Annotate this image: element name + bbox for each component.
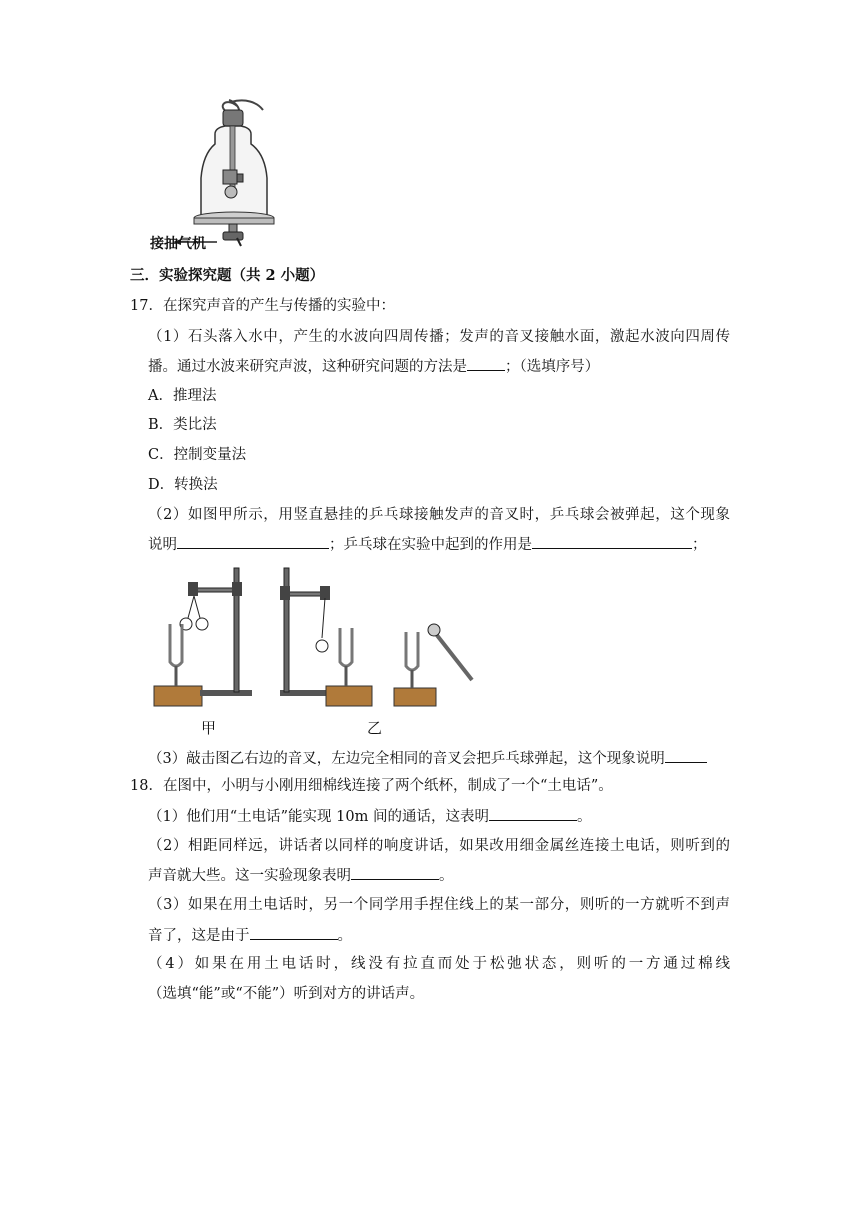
- q18-p1-line: [148, 806, 591, 827]
- q17-p3-text: （3）敲击图乙右边的音叉，左边完全相同的音叉会把乒乓球弹起，这个现象说明: [148, 751, 665, 767]
- q18-p3-line2: [148, 925, 352, 946]
- q17-option-c: C．控制变量法: [148, 447, 247, 463]
- q17-option-d: D．转换法: [148, 477, 218, 493]
- q17-p2-text-a: 说明: [148, 537, 177, 553]
- bell-jar-caption: 接抽气机: [150, 236, 206, 252]
- q17-p1-text-a: 播。通过水波来研究声波，这种研究问题的方法是: [148, 359, 467, 375]
- q18-p1-text-b: 。: [576, 809, 592, 825]
- q18-p2-text-b: 。: [439, 868, 454, 884]
- q17-p1-line1: （1）石头落入水中，产生的水波向四周传播；发声的音叉接触水面，激起水波向四周传: [148, 329, 730, 345]
- q17-answer-blank-3[interactable]: [532, 534, 692, 549]
- bell-jar-drawing: [145, 88, 275, 258]
- q18-p1-text-a: （1）他们用“土电话”能实现 10m 间的通话，这表明: [148, 809, 489, 825]
- q17-answer-blank-4[interactable]: [665, 748, 707, 763]
- q18-answer-blank-2[interactable]: [351, 865, 439, 880]
- q17-p1-text-b: ；（选填序号）: [505, 359, 600, 375]
- q18-answer-blank-1[interactable]: [489, 806, 577, 821]
- q17-option-b: B．类比法: [148, 417, 217, 433]
- q18-p2-text-a: 声音就大些。这一实验现象表明: [148, 868, 351, 884]
- q17-answer-blank-2[interactable]: [177, 534, 329, 549]
- q18-stem: 18．在图中，小明与小刚用细棉线连接了两个纸杯，制成了一个“土电话”。: [130, 778, 613, 794]
- q18-p3-text-a: 音了，这是由于: [148, 928, 250, 944]
- q18-p3-text-b: 。: [337, 928, 352, 944]
- q17-p2-text-b: ；乒乓球在实验中起到的作用是: [329, 537, 532, 553]
- q18-p2-line1: （2）相距同样远，讲话者以同样的响度讲话，如果改用细金属丝连接土电话，则听到的: [148, 838, 730, 854]
- tuning-fork-figure: [150, 562, 480, 712]
- q17-p3-line: [148, 748, 707, 769]
- q17-p1-line2: [148, 356, 599, 377]
- fig-label-jia: 甲: [201, 719, 217, 737]
- q18-p2-line2: [148, 865, 454, 886]
- q18-p3-line1: （3）如果在用土电话时，另一个同学用手捏住线上的某一部分，则听的一方就听不到声: [148, 897, 730, 913]
- q17-option-a: A．推理法: [148, 388, 217, 404]
- q18-p4-line2: （选填“能”或“不能”）听到对方的讲话声。: [148, 986, 425, 1002]
- q18-answer-blank-3[interactable]: [250, 925, 338, 940]
- tuning-fork-drawing: [150, 562, 480, 712]
- q17-p2-text-c: ；: [692, 537, 707, 553]
- q18-p4-line1: （4）如果在用土电话时，线没有拉直而处于松弛状态，则听的一方通过棉线: [148, 956, 730, 972]
- q17-p2-line2: [148, 534, 707, 555]
- bell-jar-figure: [145, 88, 275, 258]
- q17-answer-blank-1[interactable]: [467, 356, 505, 371]
- q17-stem: 17．在探究声音的产生与传播的实验中：: [130, 298, 395, 314]
- q17-p2-line1: （2）如图甲所示，用竖直悬挂的乒乓球接触发声的音叉时，乒乓球会被弹起，这个现象: [148, 507, 730, 523]
- section-title: 三．实验探究题（共 2 小题）: [130, 267, 325, 284]
- fig-label-yi: 乙: [367, 719, 383, 737]
